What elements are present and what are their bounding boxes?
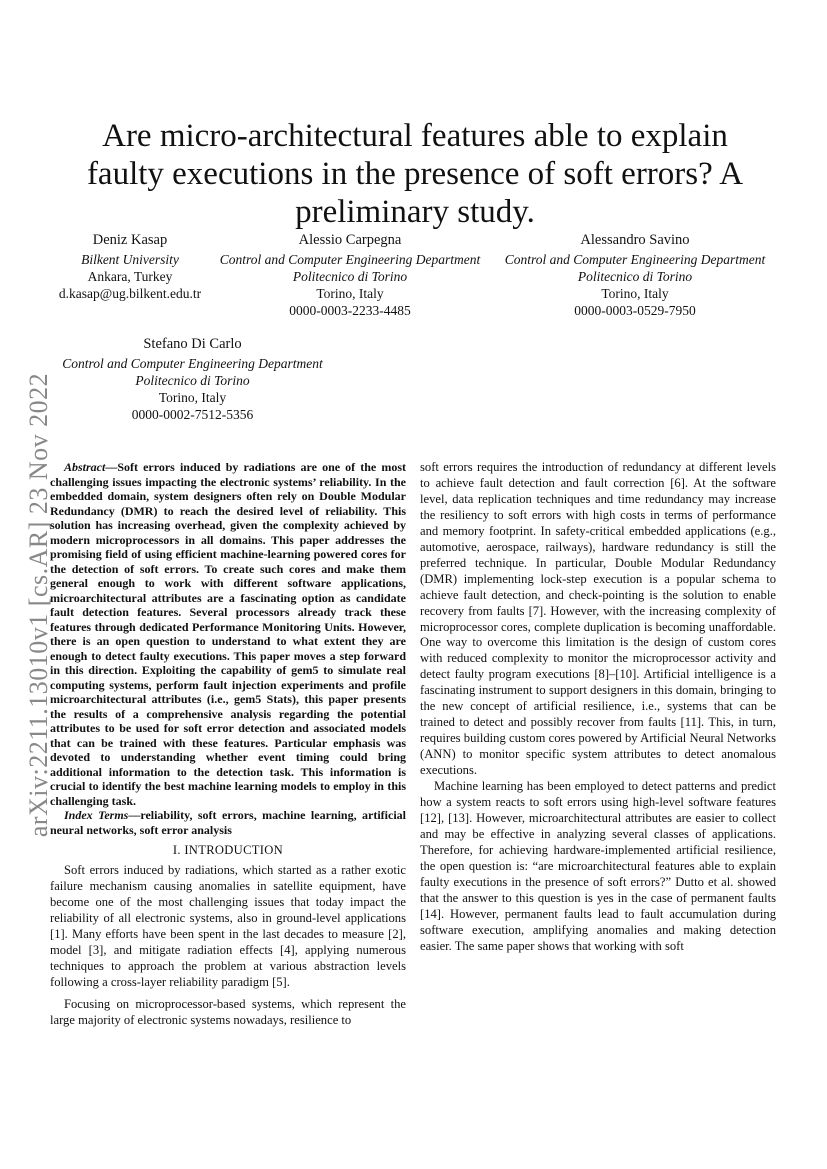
right-column — [420, 460, 776, 955]
author-email: d.kasap@ug.bilkent.edu.tr — [58, 286, 202, 301]
abstract — [50, 460, 406, 808]
author-location: Torino, Italy — [601, 286, 669, 301]
author-orcid: 0000-0003-0529-7950 — [574, 303, 696, 318]
left-column — [50, 460, 406, 1028]
author-institution: Politecnico di Torino — [292, 269, 408, 284]
index-terms — [50, 808, 406, 837]
abstract-lead: Abstract — [64, 460, 106, 474]
author-block — [485, 232, 785, 319]
author-affiliation: Bilkent University — [81, 252, 179, 267]
index-terms-text: —reliability, soft errors, machine learning, artificial neural networks, soft error analysis — [50, 808, 406, 837]
body-paragraph: Machine learning has been employed to detect patterns and predict how a system reacts to soft errors using high-level software features [12], [13]. However, microarchitectural attributes are easier to collect and may be effective in analyzing several classes of applications. Therefore, for achieving hardware-implemented artificial resilience, the open question is: “are microarchitectural features able to explain faulty executions in the presence of soft errors?” Dutto et al. showed that the answer to this question is yes in the case of permanent faults [14]. However, permanent faults lead to fault accumulation during software execution, amplifying anomalies and making detection easier. The same paper shows that working with soft — [420, 779, 776, 953]
body-paragraph: soft errors requires the introduction of redundancy at different levels to achieve fault detection and fault correction [6]. At the software level, data replication techniques and time redundancy may increase the resiliency to soft errors with high costs in terms of performance and memory footprint. In safety-critical embedded applications (e.g., automotive, aerospace, railways), hardware redundancy is still the preferred technique. In particular, Double Modular Redundancy (DMR) implementing lock-step execution is a popular schema to achieve fault detection, and check-pointing is the solution to enable recovery from faults [7]. However, with the increasing complexity of microprocessor cores, complete duplication is becoming unaffordable. One way to overcome this limitation is the design of custom cores with reduced complexity to monitor the microprocessor activity and detect faulty program executions [8]–[10]. Artificial intelligence is a fascinating instrument to support designers in this domain, bringing to the new concept of artificial resilience, i.e., systems that can be trained to detect and possibly recover from faults [11]. This, in turn, requires building custom cores powered by Artificial Neural Networks (ANN) to monitor specific system attributes to detect anomalous executions. — [420, 460, 776, 778]
author-block — [200, 232, 500, 319]
author-name: Stefano Di Carlo — [143, 336, 242, 352]
author-orcid: 0000-0003-2233-4485 — [289, 303, 411, 318]
paper-title: Are micro-architectural features able to explain faulty executions in the presence of soft errors? A preliminary study. — [86, 118, 744, 231]
section-heading: I. INTRODUCTION — [172, 843, 284, 857]
body-paragraph: Soft errors induced by radiations, which started as a rather exotic failure mechanism causing anomalies in satellite equipment, have become one of the most challenging issues that today impact the reliability of all electronic systems, also in ground-level applications [1]. Many efforts have been spent in the last decades to measure [2], model [3], and mitigate radiation effects [4], applying numerous techniques to approach the problem at various abstraction levels following a cross-layer reliability paradigm [5]. — [50, 862, 406, 989]
arxiv-identifier: arXiv:2211.13010v1 [cs.AR] 23 Nov 2022 — [24, 372, 54, 838]
body-paragraph: Focusing on microprocessor-based systems, which represent the large majority of electronic systems nowadays, resilience to — [50, 996, 406, 1027]
author-department: Control and Computer Engineering Department — [219, 252, 481, 267]
author-institution: Politecnico di Torino — [135, 373, 250, 388]
author-institution: Politecnico di Torino — [577, 269, 693, 284]
author-department: Control and Computer Engineering Department — [504, 252, 766, 267]
abstract-text: —Soft errors induced by radiations are one of the most challenging issues impacting the electronic systems’ reliability. In the embedded domain, system designers often rely on Double Modular Redundancy (DMR) to reach the desired level of reliability. This solution has increasing overhead, given the complexity achieved by modern microprocessors in all domains. This paper addresses the promising field of using efficient machine-learning powered cores for the detection of soft errors. To create such cores and make them general enough to work with different software applications, microarchitectural attributes are a fascinating option as candidate fault detection features. Several processors already track these features through dedicated Performance Monitoring Units. However, there is an open question to understand to what extent they are enough to detect faulty executions. This paper moves a step forward in this direction. Exploiting the capability of gem5 to simulate real computing systems, perform fault injection experiments and profile microarchitectural attributes (i.e., gem5 Stats), this paper presents the results of a comprehensive analysis regarding the potential attributes to be used for soft error detection and associated models that can be trained with these features. Particular emphasis was devoted to understanding whether event timing could bring additional information to the detection task. This information is crucial to identify the best machine learning models to employ in this challenging task. — [50, 460, 406, 808]
author-block — [40, 232, 220, 302]
index-terms-lead: Index Terms — [64, 808, 129, 822]
author-name: Alessandro Savino — [580, 232, 690, 248]
author-orcid: 0000-0002-7512-5356 — [131, 407, 254, 422]
author-name: Alessio Carpegna — [298, 232, 402, 248]
author-block — [50, 336, 335, 423]
author-location: Ankara, Turkey — [87, 269, 173, 284]
author-name: Deniz Kasap — [92, 232, 168, 248]
author-location: Torino, Italy — [158, 390, 227, 405]
author-department: Control and Computer Engineering Department — [62, 356, 323, 371]
author-location: Torino, Italy — [316, 286, 384, 301]
